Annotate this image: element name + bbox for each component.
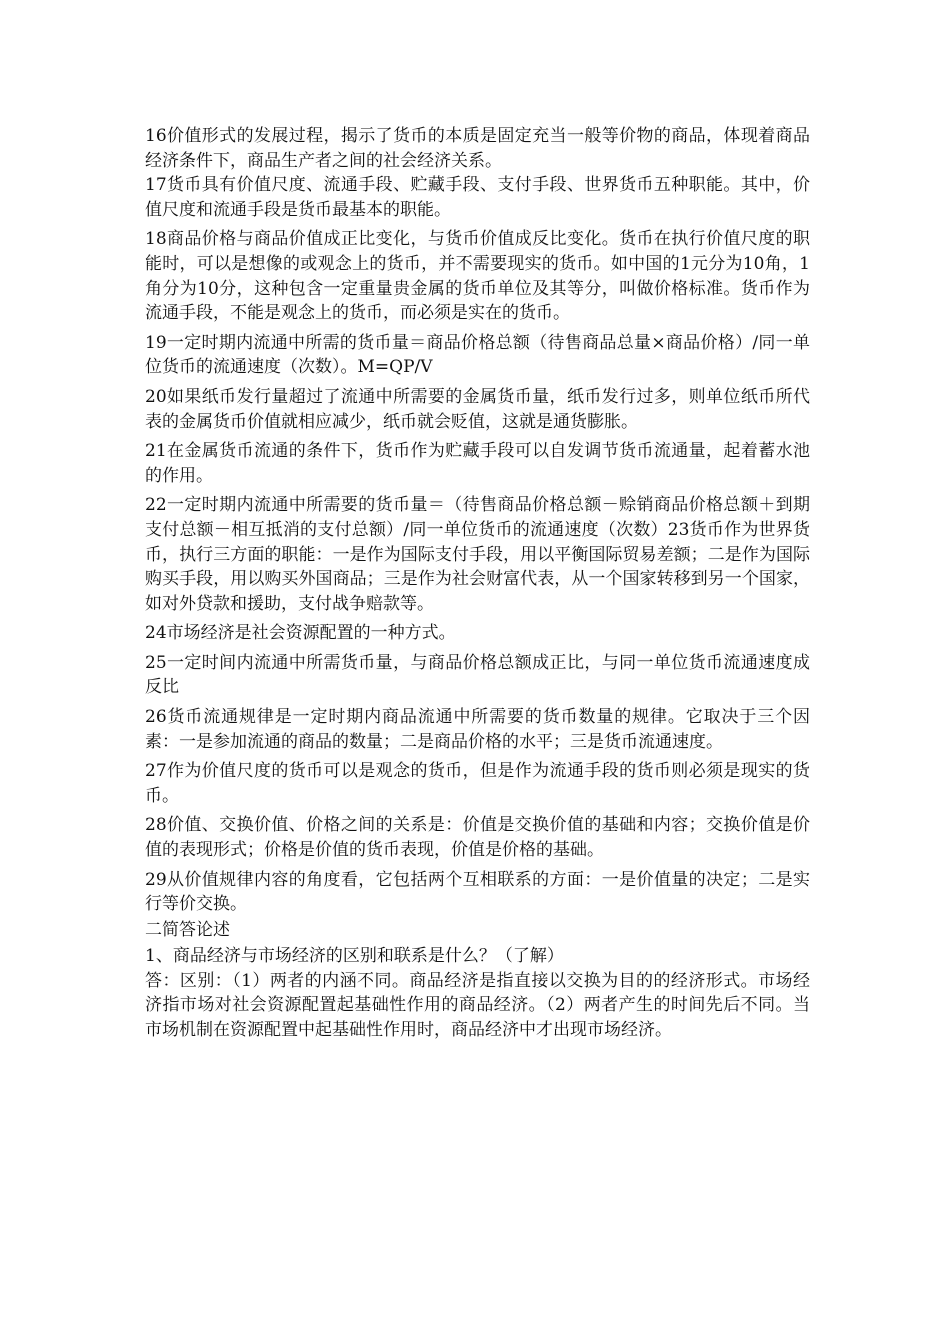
paragraph-26: 26货币流通规律是一定时期内商品流通中所需要的货币数量的规律。它取决于三个因素：一是参加流通的商品的数量；二是商品价格的水平；三是货币流通速度。 bbox=[145, 707, 810, 752]
paragraph-25: 25一定时间内流通中所需货币量，与商品价格总额成正比，与同一单位货币流通速度成反比 bbox=[145, 652, 810, 698]
paragraph-16: 16价值形式的发展过程，揭示了货币的本质是固定充当一般等价物的商品，体现着商品经济条件下，商品生产者之间的社会经济关系。 bbox=[145, 126, 810, 171]
paragraph-17: 17货币具有价值尺度、流通手段、贮藏手段、支付手段、世界货币五种职能。其中，价值尺度和流通手段是货币最基本的职能。 bbox=[145, 175, 810, 220]
paragraph-22-23: 22一定时期内流通中所需要的货币量＝（待售商品价格总额－赊销商品价格总额＋到期支付总额－相互抵消的支付总额）/同一单位货币的流通速度（次数）23货币作为世界货币，执行三方面的职能：一是作为国际支付手段，用以平衡国际贸易差额；二是作为国际购买手段，用以购买外国商品；三是作为社会财富代表，从一个国家转移到另一个国家，如对外贷款和援助，支付战争赔款等。 bbox=[145, 495, 810, 614]
section-heading: 二简答论述 bbox=[145, 919, 230, 940]
answer-1: 答：区别：（1）两者的内涵不同。商品经济是指直接以交换为目的的经济形式。市场经济指市场对社会资源配置起基础性作用的商品经济。（2）两者产生的时间先后不同。当市场机制在资源配置中起基础性作用时，商品经济中才出现市场经济。 bbox=[145, 970, 810, 1040]
document-page bbox=[145, 124, 810, 1043]
paragraph-24: 24市场经济是社会资源配置的一种方式。 bbox=[145, 623, 456, 644]
paragraph-19: 19一定时期内流通中所需的货币量＝商品价格总额（待售商品总量×商品价格）/同一单位货币的流通速度（次数）。M=QP/V bbox=[145, 332, 810, 378]
paragraph-21: 21在金属货币流通的条件下，货币作为贮藏手段可以自发调节货币流通量，起着蓄水池的作用。 bbox=[145, 441, 810, 486]
paragraph-27: 27作为价值尺度的货币可以是观念的货币，但是作为流通手段的货币则必须是现实的货币。 bbox=[145, 761, 810, 806]
paragraph-29: 29从价值规律内容的角度看，它包括两个互相联系的方面：一是价值量的决定；二是实行等价交换。 bbox=[145, 869, 810, 915]
paragraph-28: 28价值、交换价值、价格之间的关系是：价值是交换价值的基础和内容；交换价值是价值的表现形式；价格是价值的货币表现，价值是价格的基础。 bbox=[145, 815, 810, 861]
question-1: 1、商品经济与市场经济的区别和联系是什么？（了解） bbox=[145, 945, 564, 966]
paragraph-20: 20如果纸币发行量超过了流通中所需要的金属货币量，纸币发行过多，则单位纸币所代表的金属货币价值就相应减少，纸币就会贬值，这就是通货膨胀。 bbox=[145, 386, 810, 432]
paragraph-18: 18商品价格与商品价值成正比变化，与货币价值成反比变化。货币在执行价值尺度的职能时，可以是想像的或观念上的货币，并不需要现实的货币。如中国的1元分为10角，1角分为10分，这种包含一定重量贵金属的货币单位及其等分，叫做价格标准。货币作为流通手段，不能是观念上的货币，而必须是实在的货币。 bbox=[145, 229, 810, 324]
